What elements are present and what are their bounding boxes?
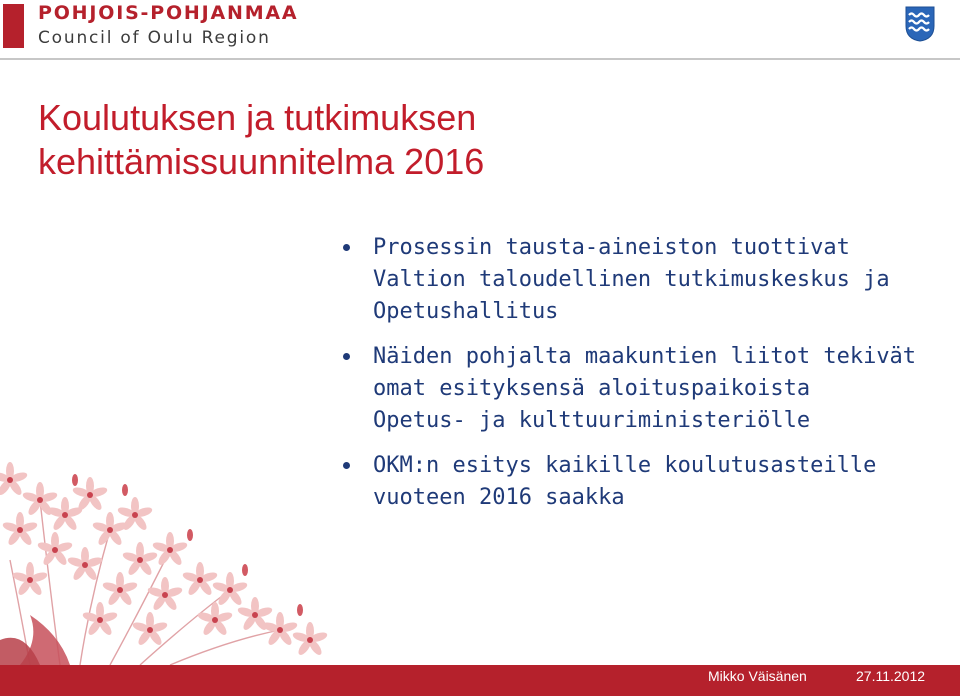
brand-square [3, 4, 24, 48]
bullet-text-line: Näiden pohjalta maakuntien liitot tekivät [373, 344, 917, 369]
bullet-item [340, 341, 950, 437]
bullet-text-line: Valtion taloudellinen tutkimuskeskus ja [373, 267, 890, 292]
bullet-list [340, 232, 950, 514]
bullet-text-line: Opetushallitus [373, 299, 559, 324]
slide-title-line-1: Koulutuksen ja tutkimuksen [38, 97, 477, 138]
bullet-dot-icon [343, 353, 350, 360]
slide-title [38, 96, 758, 184]
bullet-text-line: vuoteen 2016 saakka [373, 485, 625, 510]
slide-title-line-2: kehittämissuunnitelma 2016 [38, 141, 485, 182]
flower-illustration [0, 440, 360, 665]
bullet-item [340, 450, 950, 514]
bullet-item [340, 232, 950, 328]
org-name: POHJOIS-POHJANMAA [38, 2, 299, 24]
bullet-text-line: OKM:n esitys kaikille koulutusasteille [373, 453, 877, 478]
coat-of-arms-icon [905, 6, 935, 42]
bullet-text-line: Opetus- ja kulttuuriministeriölle [373, 408, 811, 433]
bullet-text-line: omat esityksensä aloituspaikoista [373, 376, 811, 401]
footer-bar [0, 665, 960, 696]
bullet-dot-icon [343, 244, 350, 251]
header-divider [0, 58, 960, 60]
footer-date: 27.11.2012 [856, 668, 926, 684]
bullet-text-line: Prosessin tausta-aineiston tuottivat [373, 235, 850, 260]
org-subtitle: Council of Oulu Region [38, 28, 271, 48]
footer-author: Mikko Väisänen [708, 668, 807, 684]
